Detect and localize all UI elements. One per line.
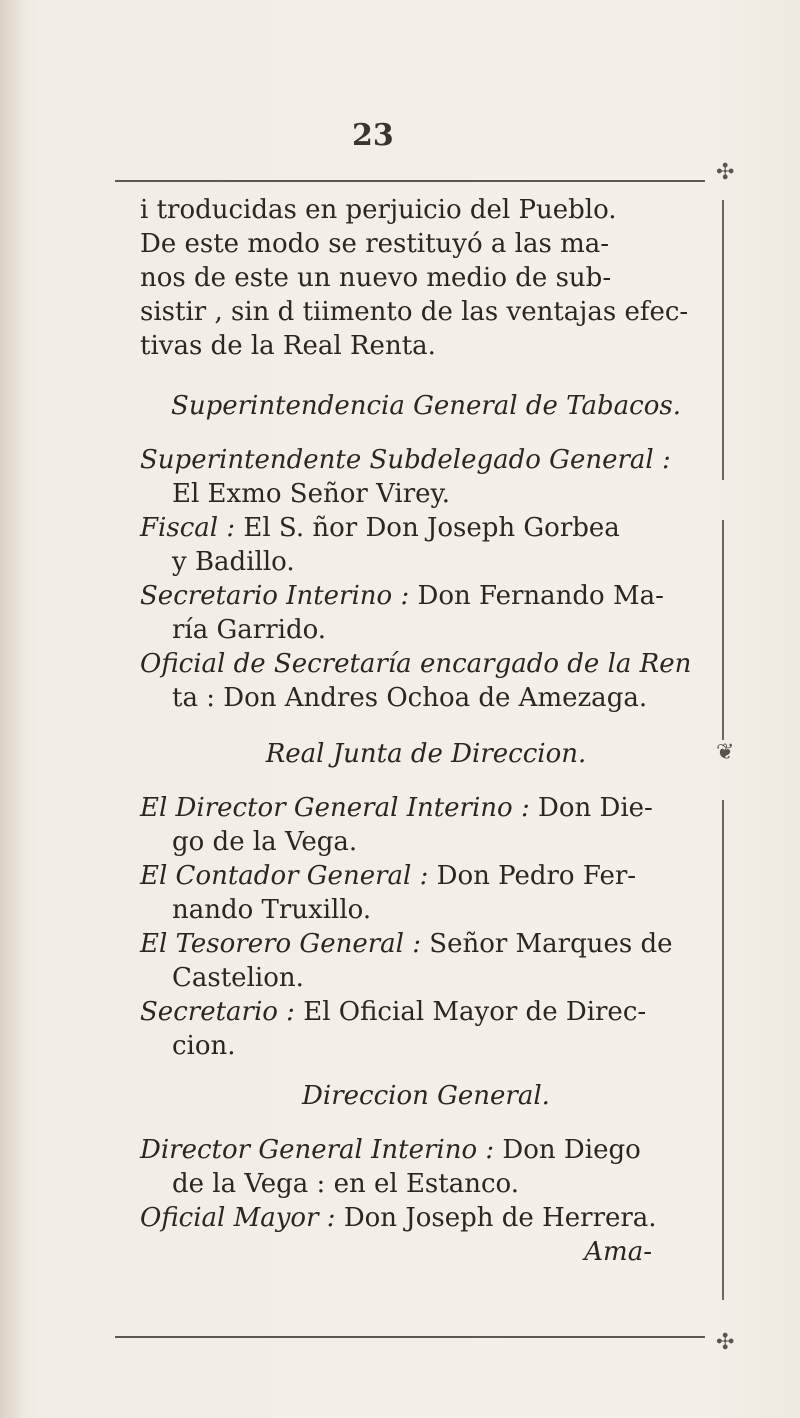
entry-value: Don Die- [537, 793, 653, 823]
margin-marks [680, 0, 800, 1418]
entry-value: Don Fernando Ma- [417, 581, 664, 611]
body-line: tivas de la Real Renta. [140, 331, 436, 361]
entry-label: Fiscal : [140, 513, 236, 543]
entry-label: Superintendente Subdelegado General : [140, 445, 671, 475]
entry-label: El Director General Interino : [140, 793, 530, 823]
entry-value: Señor Marques de [429, 929, 673, 959]
entry-line [140, 859, 712, 893]
body-line: nos de este un nuevo medio de sub- [140, 263, 612, 293]
margin-line [722, 520, 724, 740]
body-line: i troducidas en perjuicio del Pueblo. [140, 195, 617, 225]
ornament-icon: ✣ [716, 1330, 735, 1355]
entry-label: El Contador General : [140, 861, 429, 891]
entry-label: Oficial de Secretaría encargado de la Ren [140, 649, 692, 679]
entry-continuation: cion. [172, 1031, 236, 1061]
catchword: Ama- [584, 1237, 652, 1267]
entry-value: Don Pedro Fer- [436, 861, 637, 891]
footer-rule [115, 1336, 705, 1338]
entry-continuation: El Exmo Señor Virey. [172, 479, 451, 509]
entry-line [140, 511, 712, 545]
entry-value: Don Joseph de Herrera. [343, 1203, 657, 1233]
document-body [140, 193, 712, 1269]
page-number: 23 [352, 118, 394, 153]
body-line: De este modo se restituyó a las ma- [140, 229, 610, 259]
page-edge [0, 0, 22, 1418]
entry-value: Don Diego [502, 1135, 641, 1165]
section-heading: Superintendencia General de Tabacos. [171, 391, 681, 421]
entry-line [140, 995, 712, 1029]
entry-line [140, 579, 712, 613]
entry-value: El Oficial Mayor de Direc- [303, 997, 647, 1027]
ornament-icon: ❦ [716, 740, 735, 765]
entry-continuation: y Badillo. [172, 547, 295, 577]
entry-label: Secretario Interino : [140, 581, 410, 611]
entry-line [140, 791, 712, 825]
entry-label: Oficial Mayor : [140, 1203, 336, 1233]
entry-line [140, 1133, 712, 1167]
margin-line [722, 800, 724, 1300]
section-heading: Direccion General. [302, 1081, 550, 1111]
entry-continuation: Castelion. [172, 963, 304, 993]
entry-continuation: ría Garrido. [172, 615, 327, 645]
entry-label: El Tesorero General : [140, 929, 421, 959]
entry-continuation: de la Vega : en el Estanco. [172, 1169, 519, 1199]
margin-line [722, 200, 724, 480]
section-heading: Real Junta de Direccion. [265, 739, 587, 769]
header-rule [115, 180, 705, 182]
entry-line [140, 927, 712, 961]
ornament-icon: ✣ [716, 160, 735, 185]
entry-label: Secretario : [140, 997, 295, 1027]
body-line: sistir , sin d tiimento de las ventajas efec- [140, 297, 689, 327]
entry-label: Director General Interino : [140, 1135, 495, 1165]
entry-line [140, 1201, 712, 1235]
entry-continuation: ta : Don Andres Ochoa de Amezaga. [172, 683, 648, 713]
entry-value: El S. ñor Don Joseph Gorbea [243, 513, 620, 543]
entry-continuation: nando Truxillo. [172, 895, 372, 925]
entry-continuation: go de la Vega. [172, 827, 358, 857]
